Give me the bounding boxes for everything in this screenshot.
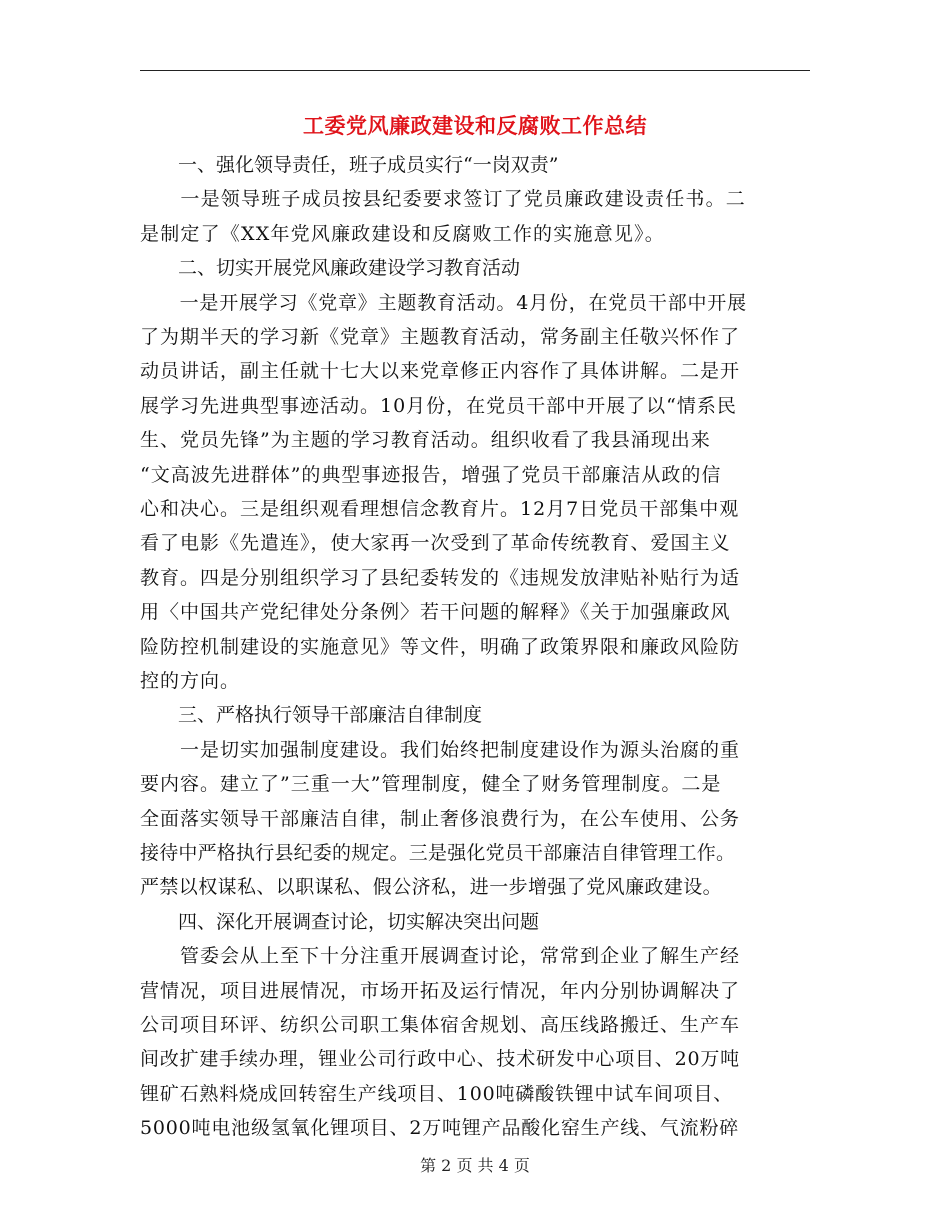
- body-line: 生、党员先锋”为主题的学习教育活动。组织收看了我县涌现出来: [140, 429, 711, 452]
- body-line: 展学习先进典型事迹活动。10月份，在党员干部中开展了以“情系民: [140, 394, 737, 417]
- body-line: 营情况，项目进展情况，市场开拓及运行情况，年内分别协调解决了: [140, 979, 741, 1002]
- body-line: 管委会从上至下十分注重开展调查讨论，常常到企业了解生产经: [140, 945, 741, 968]
- body-line: 一是领导班子成员按县纪委要求签订了党员廉政建设责任书。二: [140, 188, 747, 211]
- body-line: 了为期半天的学习新《党章》主题教育活动，常务副主任敬兴怀作了: [140, 326, 741, 348]
- body-line: 锂矿石熟料烧成回转窑生产线项目、100吨磷酸铁锂中试车间项目、: [140, 1082, 734, 1105]
- body-line: 一是开展学习《党章》主题教育活动。4月份，在党员干部中开展: [140, 291, 747, 314]
- document-title: 工委党风廉政建设和反腐败工作总结: [303, 113, 647, 138]
- body-line: 要内容。建立了”三重一大”管理制度，健全了财务管理制度。二是: [140, 773, 722, 796]
- body-line: 教育。四是分别组织学习了县纪委转发的《违规发放津贴补贴行为适: [140, 566, 741, 589]
- body-line: 二、切实开展党风廉政建设学习教育活动: [140, 257, 521, 280]
- body-line: 险防控机制建设的实施意见》等文件，明确了政策界限和廉政风险防: [140, 635, 741, 658]
- body-line: 一、强化领导责任，班子成员实行“一岗双责”: [140, 154, 559, 176]
- body-line: 是制定了《XX年党风廉政建设和反腐败工作的实施意见》。: [140, 222, 665, 245]
- page-footer: 第 2 页 共 4 页: [420, 1156, 530, 1175]
- body-line: 间改扩建手续办理，锂业公司行政中心、技术研发中心项目、20万吨: [140, 1048, 740, 1071]
- body-line: 用〈中国共产党纪律处分条例〉若干问题的解释》《关于加强廉政风: [140, 601, 731, 624]
- header-rule: [140, 70, 810, 71]
- body-line: 看了电影《先遣连》，使大家再一次受到了革命传统教育、爱国主义: [140, 532, 731, 555]
- body-line: 严禁以权谋私、以职谋私、假公济私，进一步增强了党风廉政建设。: [140, 876, 723, 899]
- body-line: 动员讲话，副主任就十七大以来党章修正内容作了具体讲解。二是开: [140, 360, 741, 383]
- body-line: 三、严格执行领导干部廉洁自律制度: [140, 704, 483, 727]
- body-line: 四、深化开展调查讨论，切实解决突出问题: [140, 910, 540, 933]
- body-line: 全面落实领导干部廉洁自律，制止奢侈浪费行为，在公车使用、公务: [140, 807, 741, 830]
- body-line: 公司项目环评、纺织公司职工集体宿舍规划、高压线路搬迁、生产车: [140, 1014, 741, 1036]
- body-line: 心和决心。三是组织观看理想信念教育片。12月7日党员干部集中观: [140, 498, 740, 520]
- body-line: “文高波先进群体”的典型事迹报告，增强了党员干部廉洁从政的信: [140, 463, 722, 486]
- body-line: 接待中严格执行县纪委的规定。三是强化党员干部廉洁自律管理工作。: [140, 842, 736, 864]
- body-line: 5000吨电池级氢氧化锂项目、2万吨锂产品酸化窑生产线、气流粉碎: [140, 1117, 740, 1140]
- body-line: 一是切实加强制度建设。我们始终把制度建设作为源头治腐的重: [140, 738, 741, 761]
- body-line: 控的方向。: [140, 670, 241, 692]
